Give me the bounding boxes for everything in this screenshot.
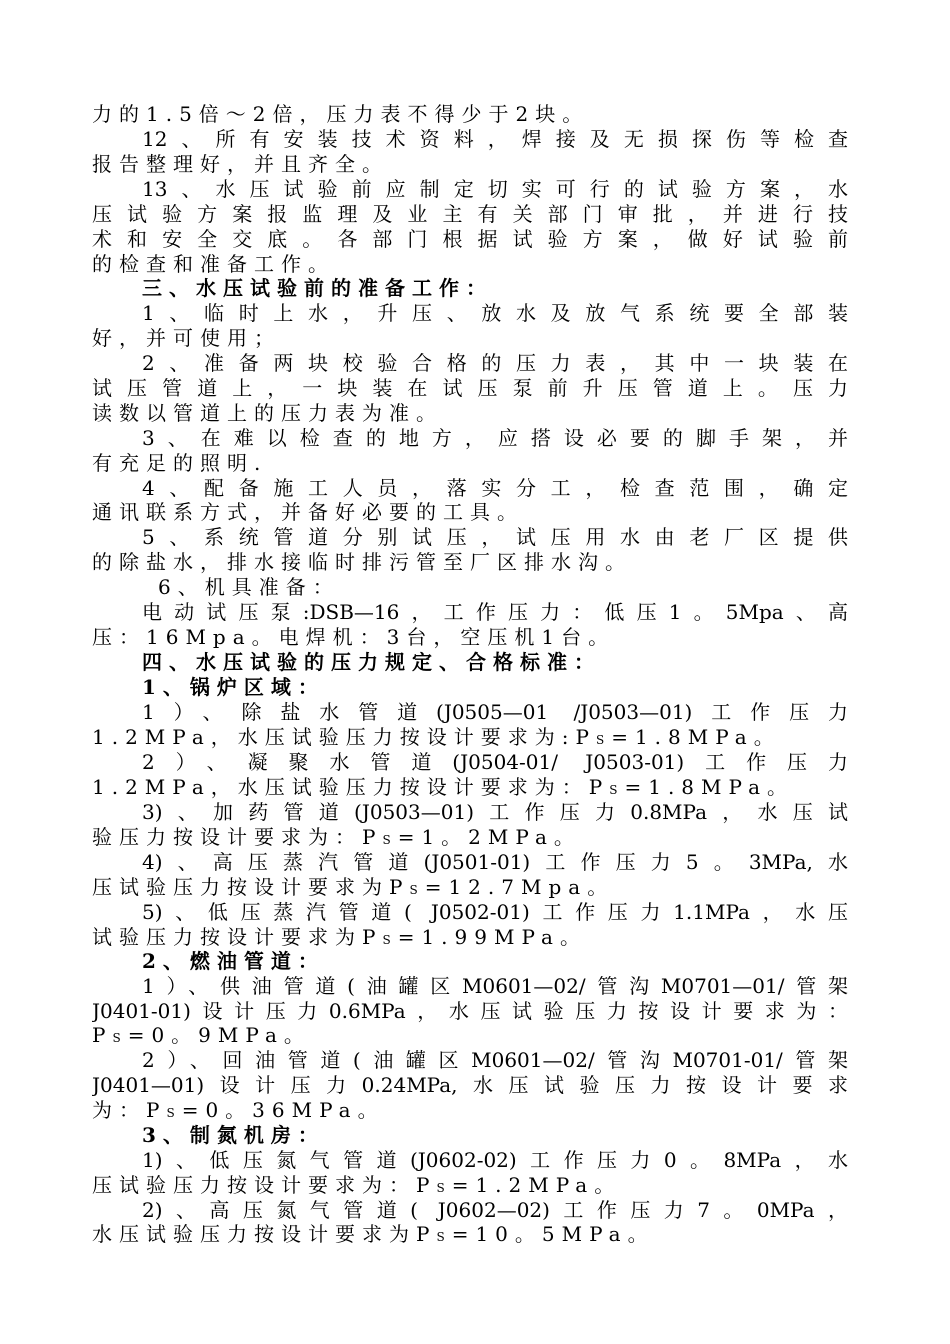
text-line: 好，并可使用； [92, 326, 281, 350]
text-segment: =1。2MPa。 [397, 825, 581, 849]
text-line: 1、临时上水，升压、放水及放气系统要全部装 [142, 301, 848, 325]
text-line: 力的1.5倍～2倍，压力表不得少于2块。 [92, 102, 590, 126]
section-heading: 2、燃油管道： [142, 949, 325, 973]
text-line: 4)、高压蒸汽管道(J0501-01)工作压力5。3MPa,水 [142, 850, 848, 874]
text-line: 1）、除盐水管道(J0505—01 /J0503—01)工作压力 [142, 700, 848, 724]
subscript: S [409, 883, 425, 897]
text-line: 2、准备两块校验合格的压力表，其中一块装在 [142, 351, 848, 375]
subscript: S [436, 1181, 452, 1195]
text-line: 3)、加药管道(J0503—01)工作压力0.8MPa，水压试 [142, 800, 848, 824]
text-segment: =0。9MPa。 [127, 1023, 311, 1047]
text-line: 1)、低压氮气管道(J0602-02)工作压力0。8MPa，水 [142, 1148, 848, 1172]
subscript: S [112, 1031, 128, 1045]
text-segment: 为：P [92, 1098, 167, 1122]
text-line [92, 725, 848, 752]
text-line: 6、机具准备： [158, 575, 340, 599]
text-line: 压试验方案报监理及业主有关部门审批，并进行技 [92, 202, 848, 226]
text-segment: =0。36MPa。 [181, 1098, 385, 1122]
text-line: J0401-01)设计压力0.6MPa，水压试验压力按设计要求为： [92, 999, 848, 1023]
text-line: 报告整理好，并且齐全。 [92, 152, 389, 176]
text-line: 试压管道上，一块装在试压泵前升压管道上。压力 [92, 376, 848, 400]
text-segment: =1.99MPa。 [397, 925, 587, 949]
text-line: 4、配备施工人员，落实分工，检查范围，确定 [142, 476, 848, 500]
subscript: S [382, 933, 398, 947]
text-line [92, 875, 848, 902]
text-line: 3、在难以检查的地方，应搭设必要的脚手架，并 [142, 426, 848, 450]
text-line [92, 1173, 848, 1200]
text-line: 2）、回油管道(油罐区M0601—02/管沟M0701-01/管架 [142, 1048, 848, 1072]
text-line: 5、系统管道分别试压，试压用水由老厂区提供 [142, 525, 848, 549]
text-segment: 验压力按设计要求为：P [92, 825, 383, 849]
text-segment: =10。5MPa。 [451, 1222, 655, 1246]
text-line [92, 1023, 848, 1050]
text-line: 的检查和准备工作。 [92, 252, 335, 276]
text-segment: =1.8MPa。 [624, 775, 794, 799]
text-line: 5)、低压蒸汽管道( J0502-01)工作压力1.1MPa，水压 [142, 900, 848, 924]
text-line: 1）、供油管道(油罐区M0601—02/管沟M0701—01/管架 [142, 974, 848, 998]
section-heading: 1、锅炉区域： [142, 675, 325, 699]
text-segment: 试验压力按设计要求为P [92, 925, 383, 949]
subscript: S [609, 783, 625, 797]
subscript: S [436, 1230, 452, 1244]
text-line: 压：16Mpa。电焊机：3台，空压机1台。 [92, 625, 616, 649]
text-segment: =1.2MPa。 [451, 1173, 622, 1197]
text-line: 13、水压试验前应制定切实可行的试验方案，水 [142, 177, 848, 201]
text-line: 术和安全交底。各部门根据试验方案，做好试验前 [92, 227, 848, 251]
text-segment: 压试验压力按设计要求为P [92, 875, 410, 899]
text-line: 读数以管道上的压力表为准。 [92, 401, 443, 425]
text-line: 通讯联系方式，并备好必要的工具。 [92, 500, 524, 524]
text-segment: 水压试验压力按设计要求为P [92, 1222, 437, 1246]
text-segment: 压试验压力按设计要求为：P [92, 1173, 437, 1197]
text-line: 有充足的照明. [92, 451, 268, 475]
text-segment: =1.8MPa。 [611, 725, 781, 749]
text-line [92, 1098, 848, 1125]
text-segment: 1.2MPa，水压试验压力按设计要求为:P [92, 725, 596, 749]
text-segment: P [92, 1023, 113, 1047]
text-line [92, 825, 848, 852]
text-segment: =12.7Mpa。 [424, 875, 615, 899]
text-segment: 1.2MPa，水压试验压力按设计要求为：P [92, 775, 610, 799]
section-heading: 三、水压试验前的准备工作： [142, 276, 493, 300]
text-line: 12、所有安装技术资料，焊接及无损探伤等检查 [142, 127, 848, 151]
text-line: 的除盐水，排水接临时排污管至厂区排水沟。 [92, 550, 632, 574]
subscript: S [382, 833, 398, 847]
text-line: 电动试压泵:DSB—16，工作压力：低压1。5Mpa、高 [142, 600, 848, 624]
text-line [92, 1222, 848, 1249]
section-heading: 3、制氮机房： [142, 1123, 325, 1147]
text-line: 2）、凝聚水管道(J0504-01/ J0503-01)工作压力 [142, 750, 848, 774]
text-line [92, 775, 848, 802]
section-heading: 四、水压试验的压力规定、合格标准： [142, 650, 601, 674]
text-line: 2)、高压氮气管道( J0602—02)工作压力7。0MPa， [142, 1198, 848, 1222]
subscript: S [595, 733, 612, 747]
subscript: S [166, 1106, 182, 1120]
text-line: J0401—01)设计压力0.24MPa,水压试验压力按设计要求 [92, 1073, 848, 1097]
text-line [92, 925, 848, 952]
